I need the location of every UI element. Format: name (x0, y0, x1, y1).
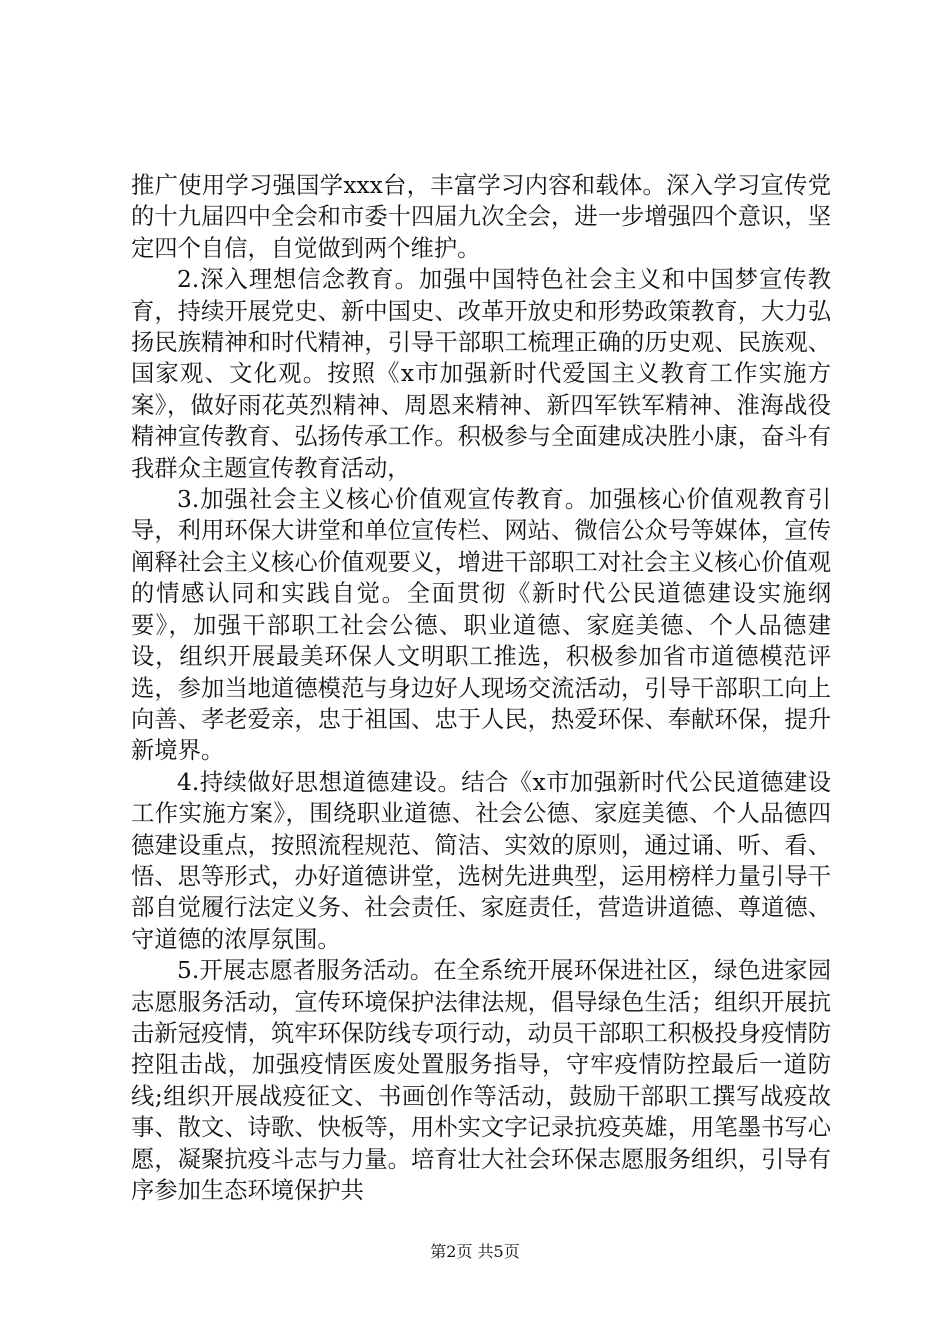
paragraph-ideals-education: 2.深入理想信念教育。加强中国特色社会主义和中国梦宣传教育，持续开展党史、新中国史、改革开放史和形势政策教育，大力弘扬民族精神和时代精神，引导干部职工梳理正确的历史观、民族观、国家观、文化观。按照《x市加强新时代爱国主义教育工作实施方案》，做好雨花英烈精神、周恩来精神、新四军铁军精神、淮海战役精神宣传教育、弘扬传承工作。积极参与全面建成决胜小康，奋斗有我群众主题宣传教育活动， (131, 266, 831, 482)
paragraph-continuation: 推广使用学习强国学xxx台，丰富学习内容和载体。深入学习宣传党的十九届四中全会和市委十四届九次全会，进一步增强四个意识，坚定四个自信，自觉做到两个维护。 (131, 172, 831, 262)
paragraph-moral-construction: 4.持续做好思想道德建设。结合《x市加强新时代公民道德建设工作实施方案》，围绕职业道德、社会公德、家庭美德、个人品德四德建设重点，按照流程规范、简洁、实效的原则，通过诵、听、看、悟、思等形式，办好道德讲堂，选树先进典型，运用榜样力量引导干部自觉履行法定义务、社会责任、家庭责任，营造讲道德、尊道德、守道德的浓厚氛围。 (131, 768, 831, 953)
paragraph-volunteer-service: 5.开展志愿者服务活动。在全系统开展环保进社区，绿色进家园志愿服务活动，宣传环境保护法律法规，倡导绿色生活；组织开展抗击新冠疫情，筑牢环保防线专项行动，动员干部职工积极投身疫情防控阻击战，加强疫情医废处置服务指导，守牢疫情防控最后一道防线;组织开展战疫征文、书画创作等活动，鼓励干部职工撰写战疫故事、散文、诗歌、快板等，用朴实文字记录抗疫英雄，用笔墨书写心愿，凝聚抗疫斗志与力量。培育壮大社会环保志愿服务组织，引导有序参加生态环境保护共 (131, 957, 831, 1204)
page-footer: 第2页 共5页 (430, 1242, 520, 1261)
paragraph-core-values: 3.加强社会主义核心价值观宣传教育。加强核心价值观教育引导，利用环保大讲堂和单位宣传栏、网站、微信公众号等媒体，宣传阐释社会主义核心价值观要义，增进干部职工对社会主义核心价值观的情感认同和实践自觉。全面贯彻《新时代公民道德建设实施纲要》，加强干部职工社会公德、职业道德、家庭美德、个人品德建设，组织开展最美环保人文明职工推选，积极参加省市道德模范评选，参加当地道德模范与身边好人现场交流活动，引导干部职工向上向善、孝老爱亲，忠于祖国、忠于人民，热爱环保、奉献环保，提升新境界。 (131, 486, 831, 765)
document-body (131, 170, 831, 1206)
